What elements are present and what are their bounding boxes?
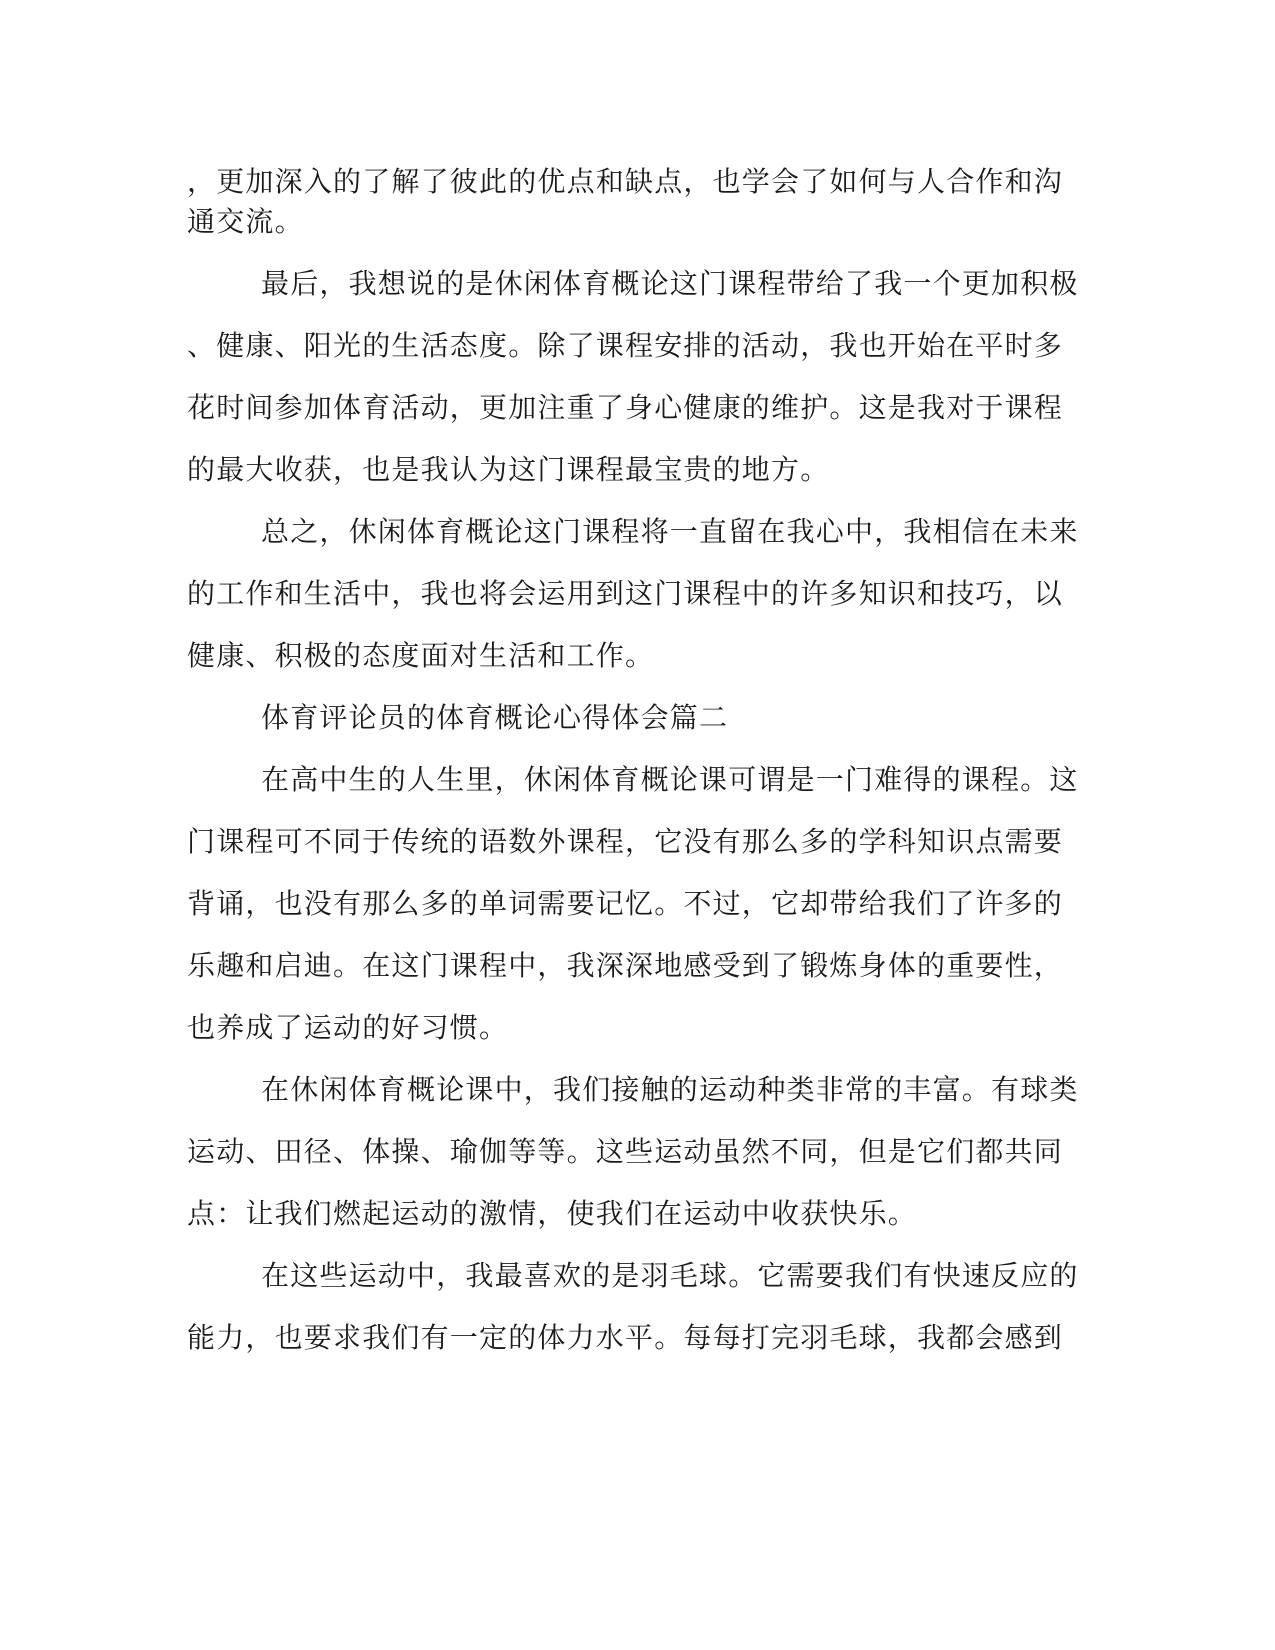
section-title: 体育评论员的体育概论心得体会篇二 <box>261 701 729 734</box>
text-line: ，更加深入的了解了彼此的优点和缺点，也学会了如何与人合作和沟 <box>187 165 1064 198</box>
text-line: 在高中生的人生里，休闲体育概论课可谓是一门难得的课程。这 <box>261 763 1079 796</box>
text-line: 、健康、阳光的生活态度。除了课程安排的活动，我也开始在平时多 <box>187 329 1064 362</box>
text-line: 通交流。 <box>187 205 304 238</box>
paragraph-high-school <box>187 760 1079 1048</box>
document-body <box>187 162 1079 1358</box>
text-line: 的工作和生活中，我也将会运用到这门课程中的许多知识和技巧，以 <box>187 577 1064 610</box>
text-line: 背诵，也没有那么多的单词需要记忆。不过，它却带给我们了许多的 <box>187 887 1064 920</box>
text-line: 能力，也要求我们有一定的体力水平。每每打完羽毛球，我都会感到 <box>187 1321 1064 1354</box>
text-line: 在这些运动中，我最喜欢的是羽毛球。它需要我们有快速反应的 <box>261 1259 1079 1292</box>
section-heading <box>187 698 1065 738</box>
paragraph-sports-types <box>187 1070 1079 1234</box>
text-line: 总之，休闲体育概论这门课程将一直留在我心中，我相信在未来 <box>261 515 1079 548</box>
text-line: 的最大收获，也是我认为这门课程最宝贵的地方。 <box>187 453 830 486</box>
text-line: 也养成了运动的好习惯。 <box>187 1011 509 1044</box>
paragraph-intro-tail <box>187 162 1065 242</box>
text-line: 运动、田径、体操、瑜伽等等。这些运动虽然不同，但是它们都共同 <box>187 1135 1064 1168</box>
text-line: 最后，我想说的是休闲体育概论这门课程带给了我一个更加积极 <box>261 267 1079 300</box>
text-line: 点：让我们燃起运动的激情，使我们在运动中收获快乐。 <box>187 1197 918 1230</box>
text-line: 乐趣和启迪。在这门课程中，我深深地感受到了锻炼身体的重要性， <box>187 949 1064 982</box>
paragraph-conclusion <box>187 512 1079 676</box>
text-line: 花时间参加体育活动，更加注重了身心健康的维护。这是我对于课程 <box>187 391 1064 424</box>
paragraph-finally <box>187 264 1079 490</box>
text-line: 健康、积极的态度面对生活和工作。 <box>187 639 655 672</box>
text-line: 门课程可不同于传统的语数外课程，它没有那么多的学科知识点需要 <box>187 825 1064 858</box>
paragraph-badminton <box>187 1256 1079 1358</box>
text-line: 在休闲体育概论课中，我们接触的运动种类非常的丰富。有球类 <box>261 1073 1079 1106</box>
